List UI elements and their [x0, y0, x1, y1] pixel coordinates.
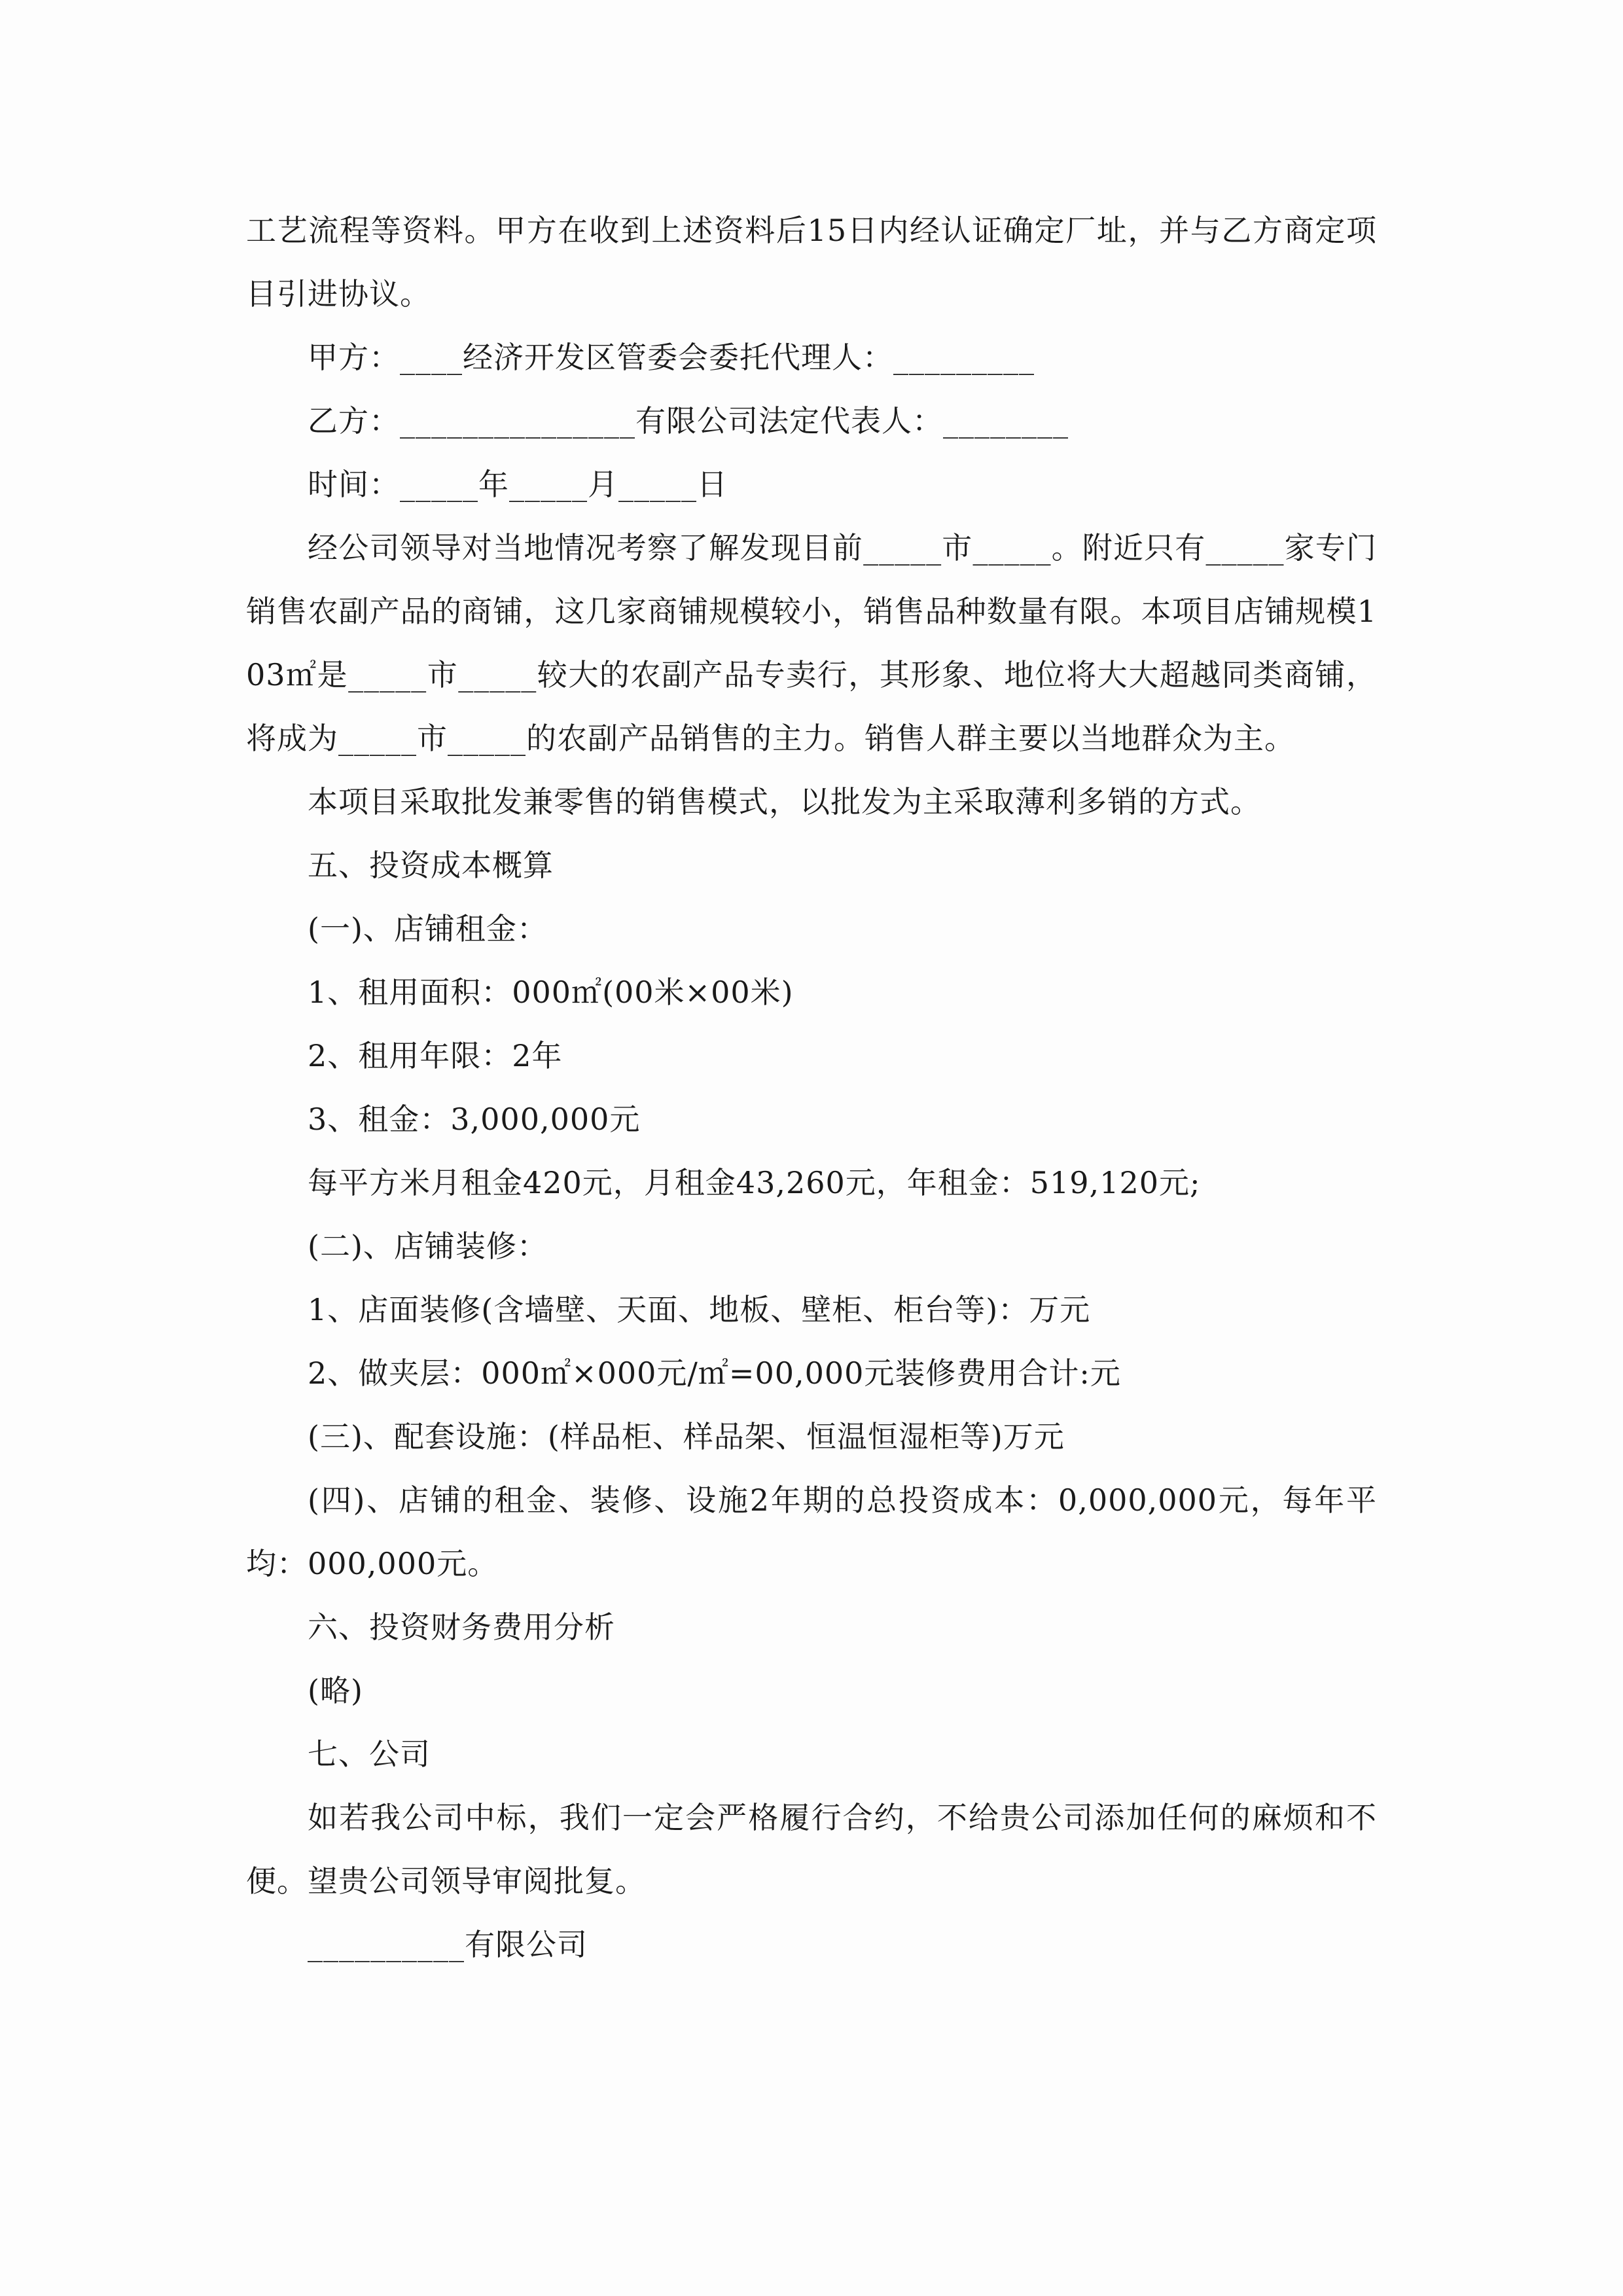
- paragraph-intro-continuation: 工艺流程等资料。甲方在收到上述资料后15日内经认证确定厂址，并与乙方商定项目引进协议。: [246, 213, 1377, 312]
- paragraph-sales-model: 本项目采取批发兼零售的销售模式，以批发为主采取薄利多销的方式。: [308, 784, 1261, 819]
- section-heading-company: 七、公司: [308, 1736, 431, 1772]
- list-item-rent-amount: 3、租金：3,000,000元: [308, 1102, 641, 1137]
- paragraph-market-analysis: 经公司领导对当地情况考察了解发现目前_____市_____。附近只有_____家专门销售农副产品的商铺，这几家商铺规模较小，销售品种数量有限。本项目店铺规模103㎡是_____市_____较大的农副产品专卖行，其形象、地位将大大超越同类商铺，将成为_____市_____的农副产品销售的主力。销售人群主要以当地群众为主。: [246, 530, 1377, 756]
- paragraph-party-a: 甲方：____经济开发区管委会委托代理人：_________: [308, 340, 1035, 375]
- list-item-rent-term: 2、租用年限：2年: [308, 1038, 563, 1073]
- paragraph-rent-breakdown: 每平方米月租金420元，月租金43,260元，年租金：519,120元;: [308, 1165, 1201, 1200]
- signature-company: __________有限公司: [308, 1927, 588, 1962]
- section-heading-investment-cost: 五、投资成本概算: [308, 848, 554, 883]
- list-item-storefront-decoration: 1、店面装修(含墙壁、天面、地板、壁柜、柜台等)：万元: [308, 1292, 1091, 1327]
- subheading-facilities: (三)、配套设施：(样品柜、样品架、恒温恒湿柜等)万元: [308, 1419, 1065, 1454]
- section-heading-financial-analysis: 六、投资财务费用分析: [308, 1609, 615, 1645]
- subheading-shop-rent: (一)、店铺租金：: [308, 911, 548, 946]
- paragraph-closing-commitment: 如若我公司中标，我们一定会严格履行合约，不给贵公司添加任何的麻烦和不便。望贵公司领导审阅批复。: [246, 1800, 1377, 1899]
- paragraph-date: 时间：_____年_____月_____日: [308, 467, 728, 502]
- document-body: [246, 199, 1377, 1977]
- subheading-shop-decoration: (二)、店铺装修：: [308, 1229, 548, 1264]
- list-item-mezzanine: 2、做夹层：000㎡×000元/㎡=00,000元装修费用合计:元: [308, 1355, 1121, 1391]
- paragraph-total-investment: (四)、店铺的租金、装修、设施2年期的总投资成本：0,000,000元，每年平均：000,000元。: [246, 1482, 1377, 1581]
- list-item-rent-area: 1、租用面积：000㎡(00米×00米): [308, 975, 794, 1010]
- paragraph-party-b: 乙方：_______________有限公司法定代表人：________: [308, 403, 1069, 439]
- paragraph-omitted: (略): [308, 1673, 363, 1708]
